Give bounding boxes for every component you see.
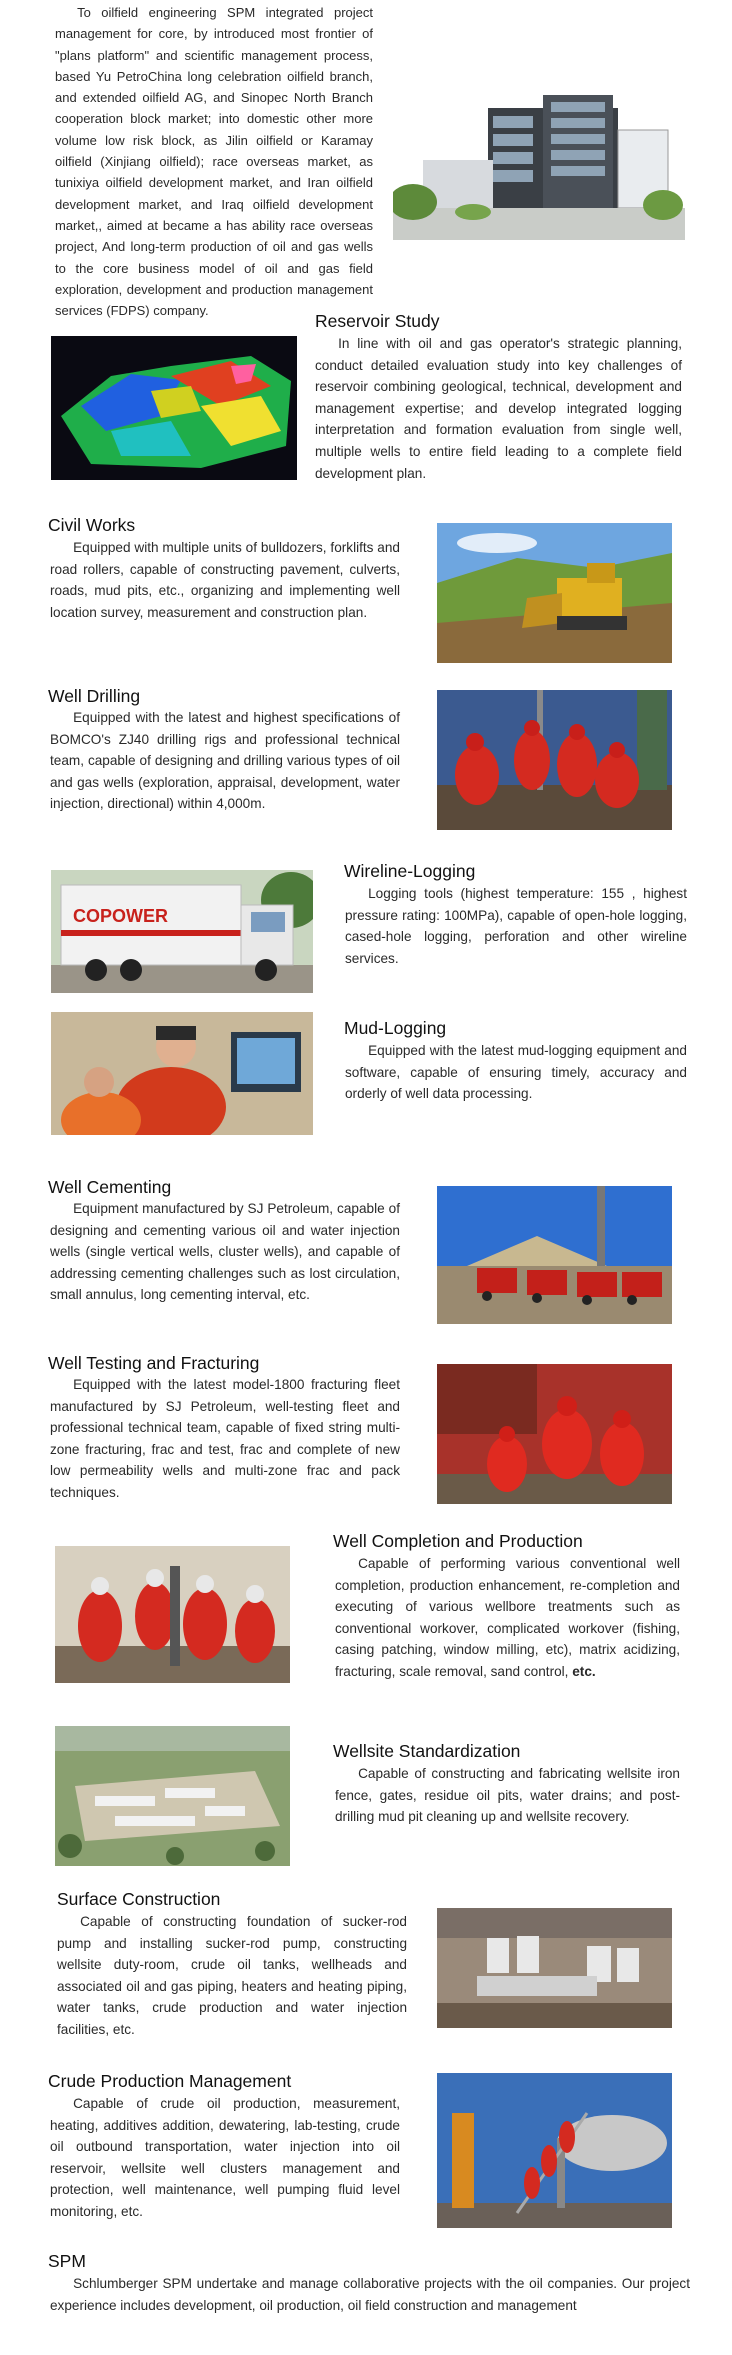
well-completion-text	[335, 1553, 680, 1683]
fracturing-crew-photo	[437, 1364, 672, 1504]
well-completion-title: Well Completion and Production	[333, 1531, 583, 1551]
well-completion-text-bold: etc.	[572, 1663, 596, 1679]
intro-paragraph: To oilfield engineering SPM integrated project management for core, by introduced most frontier of "plans platform" and scientific management process, based Yu PetroChina long celebration oilfield branch, and extended oilfield AG, and Sinopec North Branch cooperation block market; into domestic other more volume low risk block, as Jilin oilfield or Karamay oilfield (Xinjiang oilfield); race overseas market, as tunixiya oilfield development market, and Iran oilfield development market, and Iraq oilfield development market,, aimed at became a has ability race overseas project, And long-term production of oil and gas wells to the core business model of oil and gas field exploration, development and production management services (FDPS) company.	[55, 5, 373, 319]
truck-brand-text: COPOWER	[73, 906, 169, 926]
well-cementing-text: Equipment manufactured by SJ Petroleum, capable of designing and cementing various oil and water injection wells (single vertical wells, cluster wells), and capable of addressing cementing challenges such as lost circulation, small annulus, long cementing interval, etc.	[50, 1201, 400, 1303]
wireline-logging-title: Wireline-Logging	[344, 861, 476, 881]
wellsite-standardization-text: Capable of constructing and fabricating wellsite iron fence, gates, residue oil pits, water drains; and post-drilling mud pit cleaning up and wellsite recovery.	[335, 1766, 680, 1825]
well-completion-text-body: Capable of performing various conventional well completion, production enhancement, re-completion and executing of various wellbore treatments such as conventional workover, complicated workover (fishing, casing patching, window milling, etc), matrix acidizing, fracturing, scale removal, sand control,	[335, 1556, 680, 1679]
crude-production-title: Crude Production Management	[48, 2071, 292, 2091]
reservoir-study-title: Reservoir Study	[315, 311, 440, 331]
surface-construction-title: Surface Construction	[57, 1889, 221, 1909]
surface-facility-photo	[437, 1908, 672, 2028]
oil-tank-crew-photo	[437, 2073, 672, 2228]
crude-production-text: Capable of crude oil production, measurement, heating, additives addition, dewatering, lab-testing, crude oil outbound transportation, water injection into oil reservoir, wellsite well clusters management and protection, well maintenance, well pumping fluid level monitoring, etc.	[50, 2096, 400, 2219]
logging-truck-photo	[51, 870, 313, 993]
well-testing-text: Equipped with the latest model-1800 fracturing fleet manufactured by SJ Petroleum, well-testing fleet and professional technical team, capable of fixed string multi-zone fracturing, frac and test, frac and complete of new low permeability wells and multi-zone frac and pack techniques.	[50, 1377, 400, 1500]
completion-crew-photo	[55, 1546, 290, 1683]
mud-logging-text: Equipped with the latest mud-logging equipment and software, capable of ensuring timely, accuracy and orderly of well data processing.	[345, 1043, 687, 1102]
reservoir-3d-model-image	[51, 336, 297, 480]
wellsite-standardization-title: Wellsite Standardization	[333, 1741, 521, 1761]
mud-logging-title: Mud-Logging	[344, 1018, 447, 1038]
drilling-crew-photo	[437, 690, 672, 830]
spm-text: Schlumberger SPM undertake and manage collaborative projects with the oil companies. Our project experience includes development, oil production, oil field construction and management	[50, 2276, 690, 2313]
bulldozer-photo	[437, 523, 672, 663]
surface-construction-text: Capable of constructing foundation of sucker-rod pump and installing sucker-rod pump, constructing wellsite duty-room, crude oil tanks, wellheads and associated oil and gas piping, heaters and heating piping, water tanks, crude production and water injection facilities, etc.	[57, 1914, 407, 2037]
well-testing-title: Well Testing and Fracturing	[48, 1353, 260, 1373]
well-drilling-title: Well Drilling	[48, 686, 141, 706]
cementing-fleet-photo	[437, 1186, 672, 1324]
civil-works-title: Civil Works	[48, 515, 136, 535]
wireline-logging-text: Logging tools (highest temperature: 155 , highest pressure rating: 100MPa), capable of open-hole logging, cased-hole logging, perforation and other wireline services.	[345, 886, 687, 966]
wellsite-aerial-photo	[55, 1726, 290, 1866]
reservoir-study-text: In line with oil and gas operator's strategic planning, conduct detailed evaluation study into key challenges of reservoir combining geological, technical, development and management expertise; and develop integrated logging interpretation and formation evaluation from single well, multiple wells to entire field leading to a complete field development plan.	[315, 336, 682, 481]
well-drilling-text: Equipped with the latest and highest specifications of BOMCO's ZJ40 drilling rigs and professional technical team, capable of designing and drilling various types of oil and gas wells (exploration, appraisal, development, water injection, directional) within 4,000m.	[50, 710, 400, 812]
spm-title: SPM	[48, 2251, 86, 2271]
office-building-photo	[393, 90, 685, 240]
mud-logging-photo	[51, 1012, 313, 1135]
well-cementing-title: Well Cementing	[48, 1177, 172, 1197]
civil-works-text: Equipped with multiple units of bulldozers, forklifts and road rollers, capable of constructing pavement, culverts, roads, mud pits, etc., organizing and implementing well location survey, measurement and construction plan.	[50, 540, 400, 620]
